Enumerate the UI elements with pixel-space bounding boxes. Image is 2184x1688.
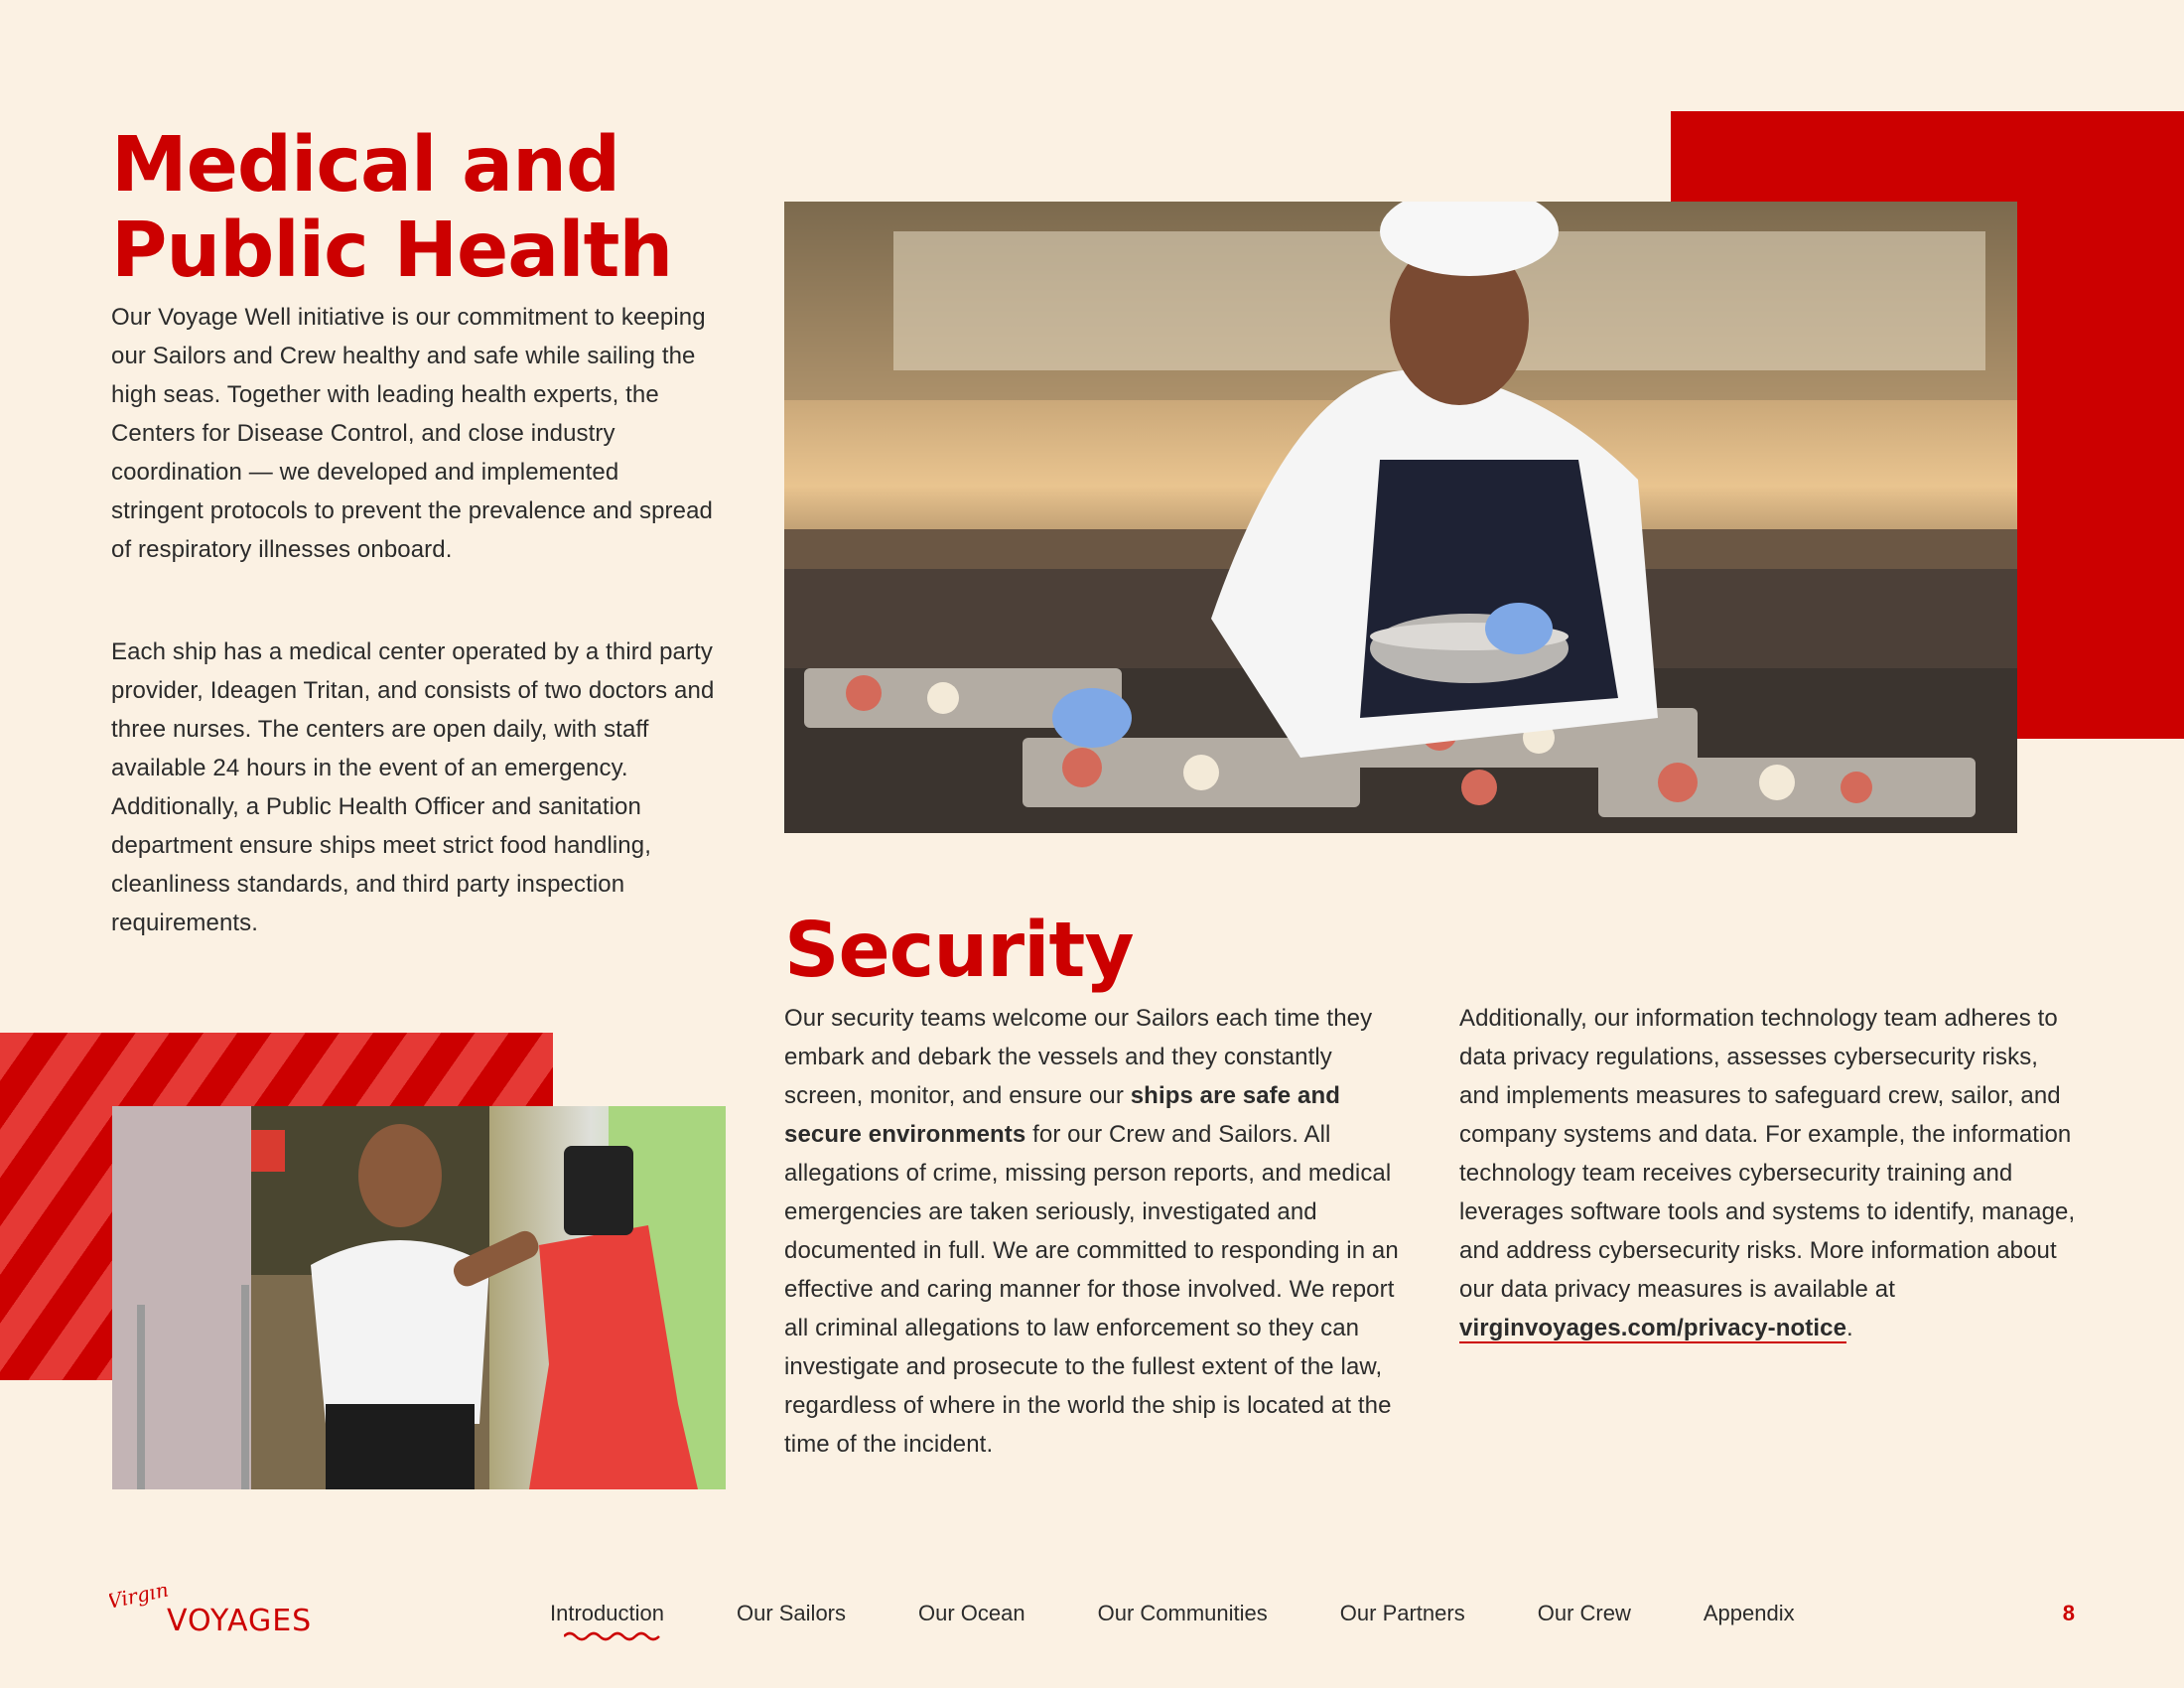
nav-item-label: Our Crew	[1537, 1601, 1631, 1625]
nav-item-label: Our Communities	[1097, 1601, 1268, 1625]
security-p2-text-end: .	[1846, 1315, 1853, 1341]
security-officer-photo	[112, 1106, 726, 1489]
security-p2-text-start: Additionally, our information technology team adheres to data privacy regulations, assesses cybersecurity risks, and implements measures to safeguard crew, sailor, and company systems and data. For example, the information technology team receives cybersecurity training and leverages software tools and systems to identify, manage, and address cybersecurity risks. More information about our data privacy measures is available at	[1459, 1005, 2076, 1303]
nav-item-appendix[interactable]	[1704, 1601, 1795, 1630]
svg-text:Virgin: Virgin	[109, 1587, 171, 1614]
nav-item-label: Our Ocean	[918, 1601, 1025, 1625]
page-number: 8	[2062, 1601, 2075, 1625]
privacy-notice-link[interactable]: virginvoyages.com/privacy-notice	[1459, 1315, 1847, 1341]
nav-item-label: Introduction	[550, 1601, 664, 1625]
nav-item-our-crew[interactable]	[1538, 1601, 1631, 1630]
security-p1-bold-text: ships are safe and secure environments	[784, 1082, 1340, 1148]
security-p1-text-start: Our security teams welcome our Sailors each time they embark and debark the vessels and they constantly screen, monitor, and ensure our	[784, 1005, 1373, 1109]
chef-kitchen-photo	[784, 202, 2017, 833]
medical-paragraph-1: Our Voyage Well initiative is our commitment to keeping our Sailors and Crew healthy and safe while sailing the high seas. Together with leading health experts, the Centers for Disease Control, and close industry coordination — we developed and implemented stringent protocols to prevent the prevalence and spread of respiratory illnesses onboard.	[111, 304, 713, 563]
nav-item-label: Appendix	[1703, 1601, 1795, 1625]
virgin-voyages-logo[interactable]	[109, 1587, 338, 1636]
security-section-title: Security	[784, 907, 1134, 995]
medical-section-title: Medical and Public Health	[111, 121, 673, 295]
nav-item-introduction[interactable]	[550, 1601, 664, 1630]
nav-item-our-communities[interactable]	[1098, 1601, 1268, 1630]
svg-text:VOYAGES: VOYAGES	[167, 1604, 313, 1636]
nav-item-our-partners[interactable]	[1340, 1601, 1465, 1630]
security-paragraph-1	[784, 999, 1410, 1464]
security-p1-text-end: for our Crew and Sailors. All allegations of crime, missing person reports, and medical emergencies are taken seriously, investigated and documented in full. We are committed to responding in an effective and caring manner for those involved. We report all criminal allegations to law enforcement so they can investigate and prosecute to the fullest extent of the law, regardless of where in the world the ship is located at the time of the incident.	[784, 1121, 1399, 1458]
nav-item-our-ocean[interactable]	[918, 1601, 1025, 1630]
security-paragraph-2	[1459, 999, 2085, 1347]
active-squiggle-indicator	[564, 1630, 663, 1642]
medical-paragraph-2: Each ship has a medical center operated by a third party provider, Ideagen Tritan, and consists of two doctors and three nurses. The centers are open daily, with staff available 24 hours in the event of an emergency. Additionally, a Public Health Officer and sanitation department ensure ships meet strict food handling, cleanliness standards, and third party inspection requirements.	[111, 638, 715, 936]
footer-navigation	[550, 1601, 1867, 1630]
nav-item-label: Our Sailors	[736, 1601, 847, 1625]
nav-item-our-sailors[interactable]	[737, 1601, 846, 1630]
nav-item-label: Our Partners	[1339, 1601, 1465, 1625]
